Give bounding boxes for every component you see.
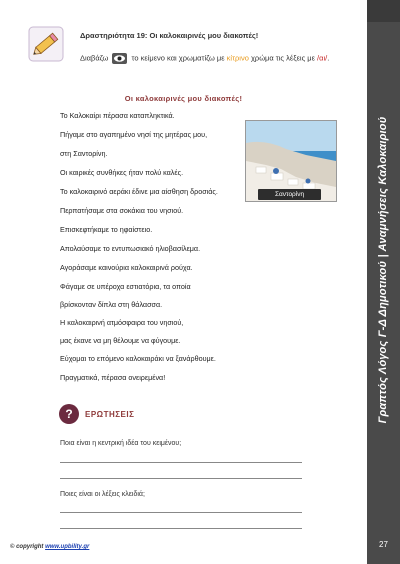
text-line: Οι καιρικές συνθήκες ήταν πολύ καλές.: [60, 168, 184, 177]
text-line: Πραγματικά, πέρασα ονειρεμένα!: [60, 373, 166, 382]
answer-line[interactable]: [60, 512, 302, 513]
text-line: Εύχομαι το επόμενο καλοκαιράκι να ξανάρθουμε.: [60, 354, 216, 363]
text-line: μας έκανε να μη θέλουμε να φύγουμε.: [60, 336, 181, 345]
question-2: Ποιες είναι οι λέξεις κλειδιά;: [60, 491, 145, 498]
instruction-part2: το κείμενο και χρωματίζω με: [131, 53, 225, 63]
question-mark-icon: ?: [59, 404, 79, 424]
instruction-part3: χρώμα τις λέξεις με: [250, 53, 315, 63]
text-line: Απολαύσαμε το εντυπωσιακό ηλιοβασίλεμα.: [60, 244, 201, 253]
photo-caption: Σαντορίνη: [258, 189, 321, 200]
answer-line[interactable]: [60, 528, 302, 529]
copyright-footer: [10, 544, 89, 550]
text-line: στη Σαντορίνη.: [60, 149, 108, 158]
text-line: Πήγαμε στο αγαπημένο νησί της μητέρας μου,: [60, 130, 208, 139]
question-1: Ποια είναι η κεντρική ιδέα του κειμένου;: [60, 440, 182, 447]
text-line: Αγοράσαμε καινούρια καλοκαιρινά ρούχα.: [60, 263, 193, 272]
website-link[interactable]: www.upbility.gr: [45, 544, 90, 550]
answer-line[interactable]: [60, 462, 302, 463]
copyright-text: © copyright: [10, 544, 44, 550]
red-word: /αι/: [317, 53, 328, 63]
text-line: Η καλοκαιρινή ατμόσφαιρα του νησιού,: [60, 318, 184, 327]
activity-title: Δραστηριότητα 19: Οι καλοκαιρινές μου διακοπές!: [80, 31, 259, 40]
page-number: 27: [379, 540, 388, 549]
pencil-icon: [28, 26, 64, 62]
instruction-text: [80, 53, 329, 64]
eye-icon: [112, 53, 127, 64]
yellow-word: κίτρινο: [226, 53, 249, 63]
text-line: Περπατήσαμε στα σοκάκια του νησιού.: [60, 206, 184, 215]
text-title: Οι καλοκαιρινές μου διακοπές!: [124, 94, 243, 103]
questions-heading: ΕΡΩΤΗΣΕΙΣ: [85, 410, 135, 419]
answer-line[interactable]: [60, 478, 302, 479]
text-line: Το Καλοκαίρι πέρασα καταπληκτικά.: [60, 111, 175, 120]
sidebar-title: Γραπτός Λόγος Γ-Δ Δημοτικού | Αναμνήσεις Καλοκαιριού: [377, 116, 389, 424]
text-line: Φάγαμε σε υπέροχα εστιατόρια, τα οποία: [60, 282, 191, 291]
instruction-part4: .: [327, 53, 330, 63]
text-line: Επισκεφτήκαμε το ηφαίστειο.: [60, 225, 153, 234]
instruction-part1: Διαβάζω: [80, 53, 109, 63]
sidebar-top-block: [367, 0, 400, 22]
text-line: βρίσκονταν δίπλα στη θάλασσα.: [60, 300, 163, 309]
text-line: Το καλοκαιρινό αεράκι έδινε μια αίσθηση δροσιάς.: [60, 187, 218, 196]
